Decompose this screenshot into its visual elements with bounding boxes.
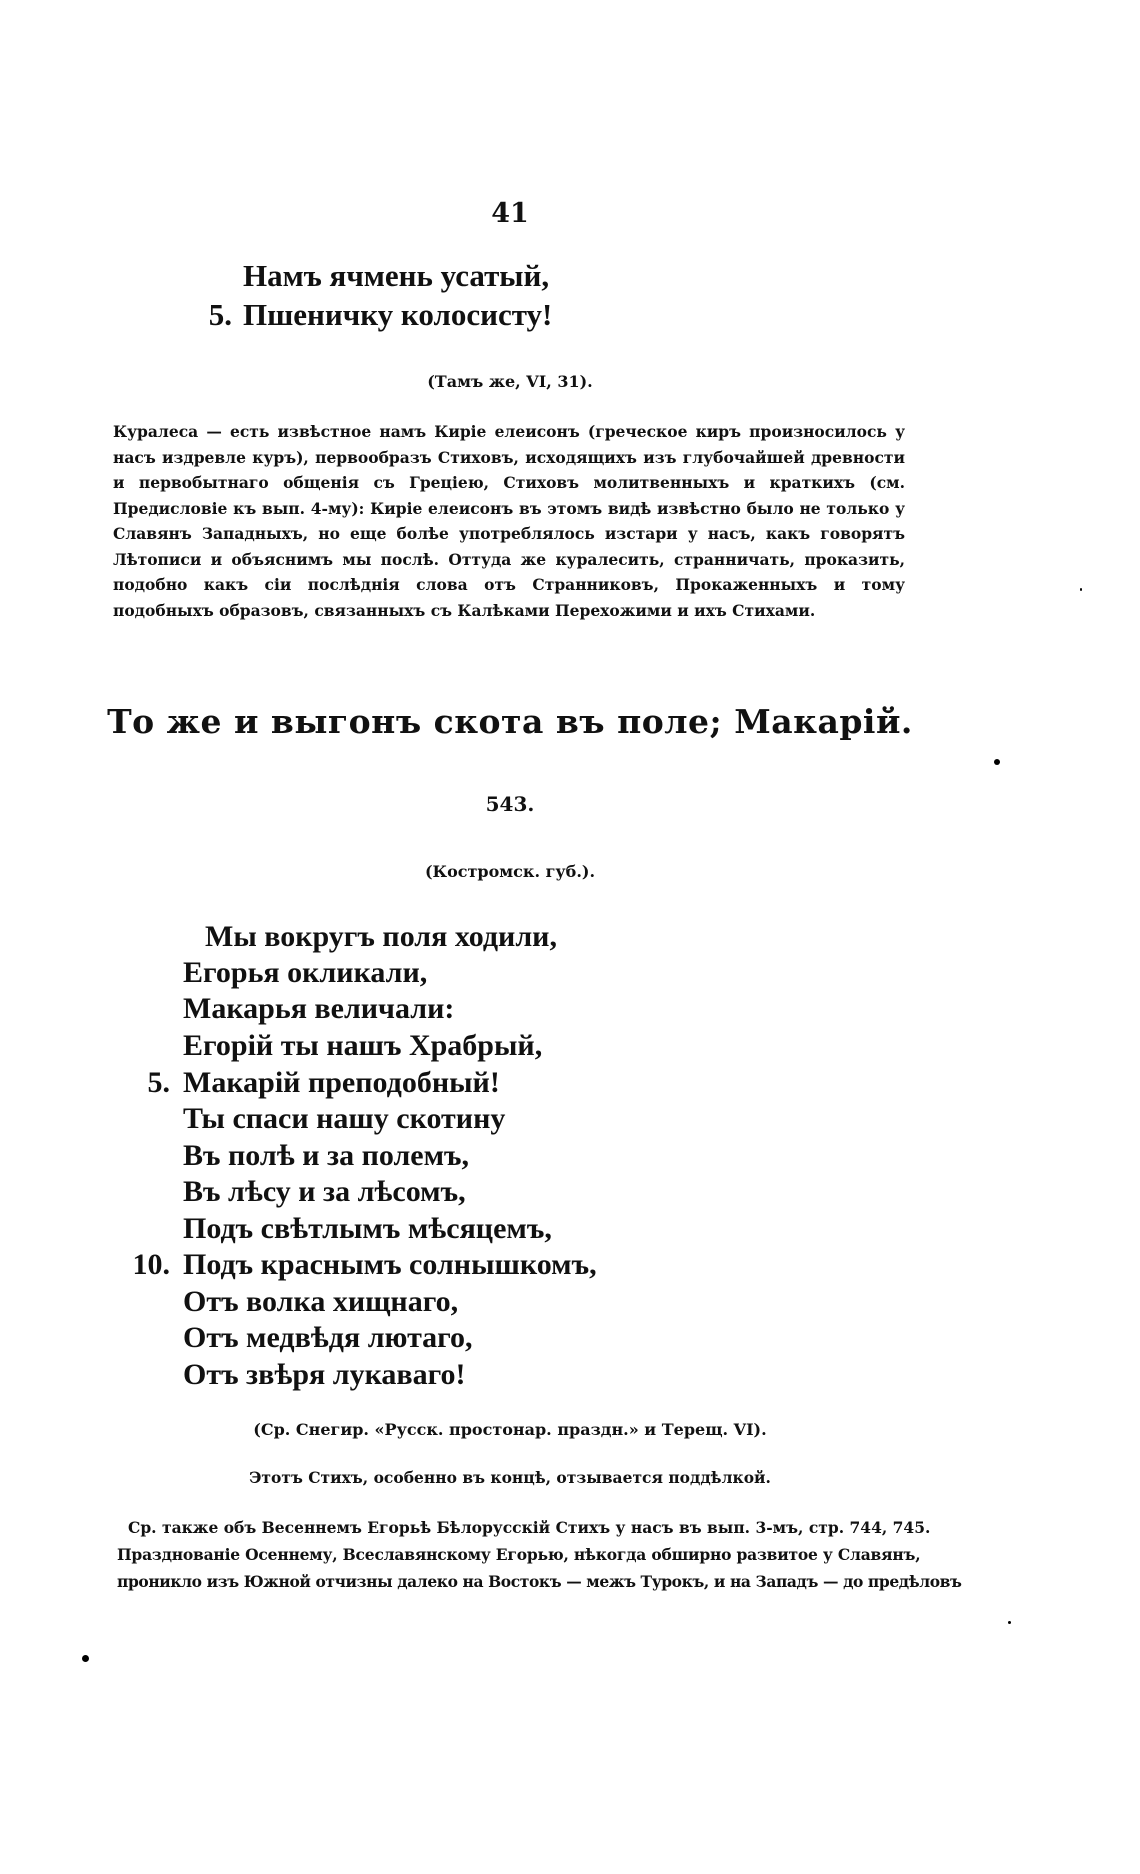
page-number: 41 [491,198,529,229]
scan-speck [994,759,1000,765]
poem-text: Макарья величали: [183,992,455,1025]
poem-line [0,992,640,1028]
footer-line: проникло изъ Южной отчизны далеко на Востокъ — межъ Турокъ, и на Западъ — до предѣловъ [117,1572,962,1591]
poem-text: Егорій ты нашъ Храбрый, [183,1029,543,1062]
source-reference: (Ср. Снегир. «Русск. простонар. праздн.» и Терещ. VI). [253,1420,767,1439]
poem-line [0,1102,640,1138]
song-number: 543. [485,792,535,816]
poem-line [0,1212,640,1248]
poem-line [0,920,640,956]
scan-speck [1080,588,1082,591]
poem-line [0,1139,640,1175]
verse-text: Намъ ячмень усатый, [243,258,550,293]
line-number: 10. [132,1248,170,1281]
scan-speck [82,1655,89,1662]
poem-line [0,1358,640,1394]
poem-text: Егорья окликали, [183,956,428,989]
poem-line [0,1321,640,1357]
poem-line [0,1175,640,1211]
verse-text: Пшеничку колосисту! [243,297,553,332]
poem-line [0,1029,640,1065]
footer-line: Празднованіе Осеннему, Всеславянскому Егорью, нѣкогда обширно развитое у Славянъ, [117,1545,921,1564]
poem-text: Мы вокругъ поля ходили, [205,920,557,953]
poem-text: Макарій преподобный! [183,1066,500,1099]
poem-text: Ты спаси нашу скотину [183,1102,506,1135]
poem-line [0,1248,640,1284]
poem-line [0,1285,640,1321]
line-number: 5. [208,297,232,332]
scan-speck [1008,1621,1011,1624]
poem-line [0,956,640,992]
poem-text: Подъ краснымъ солнышкомъ, [183,1248,597,1281]
footer-line: Ср. также объ Весеннемъ Егорьѣ Бѣлорусскій Стихъ у насъ въ вып. 3-мъ, стр. 744, 745. [128,1518,931,1537]
poem-text: Въ полѣ и за полемъ, [183,1139,470,1172]
region-label: (Костромск. губ.). [424,862,596,881]
note-paragraph: Куралеса — есть извѣстное намъ Киріе елеисонъ (греческое киръ произносилось у насъ издревле куръ), первообразъ Стиховъ, исходящихъ изъ глубочайшей древности и первобытнаго общенія съ Греціею, Стиховъ молитвенныхъ и краткихъ (см. Предисловіе къ вып. 4-му): Киріе елеисонъ въ этомъ видѣ извѣстно было не только у Славянъ Западныхъ, но еще болѣе употреблялось изстари у насъ, какъ говорятъ Лѣтописи и объяснимъ мы послѣ. Оттуда же куралесить, странничать, проказить, подобно какъ сіи послѣднія слова отъ Странниковъ, Прокаженныхъ и тому подобныхъ образовъ, связанныхъ съ Калѣками Перехожими и ихъ Стихами. [113,422,905,620]
source-reference: (Тамъ же, VI, 31). [427,372,593,391]
poem-text: Отъ медвѣдя лютаго, [183,1321,473,1354]
poem-text: Отъ волка хищнаго, [183,1285,459,1318]
remark: Этотъ Стихъ, особенно въ концѣ, отзывается поддѣлкой. [249,1468,771,1487]
poem-line [0,1066,640,1102]
line-number: 5. [147,1066,170,1099]
poem-text: Въ лѣсу и за лѣсомъ, [183,1175,466,1208]
poem-text: Отъ звѣря лукаваго! [183,1358,466,1391]
section-title: То же и выгонъ скота въ поле; Макарій. [107,702,913,741]
poem-text: Подъ свѣтлымъ мѣсяцемъ, [183,1212,552,1245]
